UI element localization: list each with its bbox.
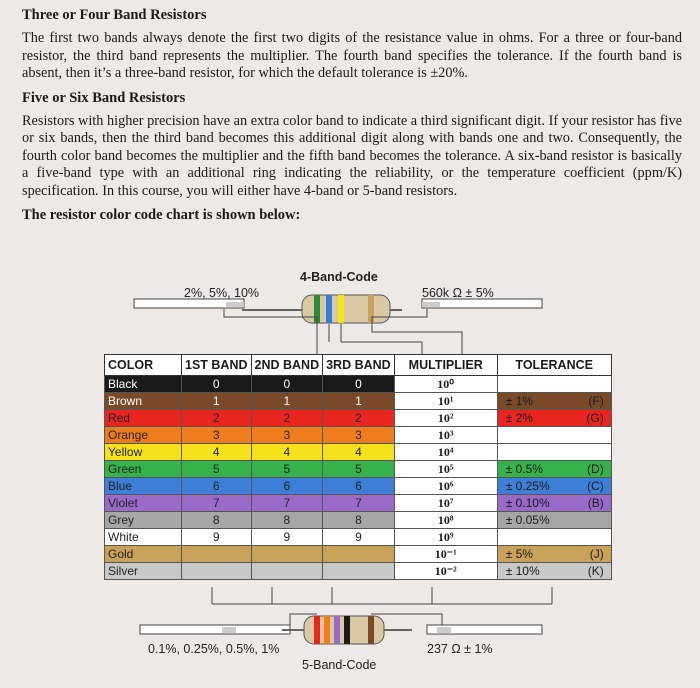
second-band-cell: 4 bbox=[251, 444, 323, 461]
color-name-cell: Orange bbox=[105, 427, 182, 444]
heading-chart-intro: The resistor color code chart is shown below: bbox=[22, 207, 301, 223]
third-band-cell: 6 bbox=[323, 478, 395, 495]
second-band-cell: 1 bbox=[251, 393, 323, 410]
tolerance-cell bbox=[497, 478, 611, 495]
tolerance-code: (F) bbox=[588, 394, 604, 408]
multiplier-cell: 10² bbox=[394, 410, 497, 427]
header-second-band: 2ND BAND bbox=[251, 355, 323, 376]
third-band-cell: 9 bbox=[323, 529, 395, 546]
color-name-cell: White bbox=[105, 529, 182, 546]
second-band-cell: 3 bbox=[251, 427, 323, 444]
tolerance-cell bbox=[497, 461, 611, 478]
tolerance-value: ± 1% bbox=[505, 394, 533, 408]
table-header-row bbox=[105, 355, 612, 376]
five-band-example-label: 237 Ω ± 1% bbox=[427, 642, 493, 656]
first-band-cell: 3 bbox=[182, 427, 252, 444]
second-band-cell: 6 bbox=[251, 478, 323, 495]
table-row bbox=[105, 427, 612, 444]
four-band-tolerance-label: 2%, 5%, 10% bbox=[184, 286, 260, 300]
color-name-cell: Yellow bbox=[105, 444, 182, 461]
first-band-cell: 8 bbox=[182, 512, 252, 529]
paragraph-five-six-band: Resistors with higher precision have an extra color band to indicate a third significant digit. If your resistor has five or six bands, then the third band becomes this additional digit along with bands one and two. Consequently, the fourth color band becomes the multiplier and the fifth band becomes the tolerance. A six-band resistor is basically a five-band type with an additional ring indicating the reliability, or the temperature coefficient (ppm/K) specification. In this course, you will either have 4-band or 5-band resistors. bbox=[22, 112, 682, 199]
first-band-cell: 6 bbox=[182, 478, 252, 495]
first-band-cell: 2 bbox=[182, 410, 252, 427]
color-name-cell: Gold bbox=[105, 546, 182, 563]
third-band-cell: 2 bbox=[323, 410, 395, 427]
table-row bbox=[105, 376, 612, 393]
second-band-cell: 2 bbox=[251, 410, 323, 427]
second-band-cell: 8 bbox=[251, 512, 323, 529]
color-name-cell: Red bbox=[105, 410, 182, 427]
second-band-cell: 5 bbox=[251, 461, 323, 478]
tolerance-value: ± 0.5% bbox=[505, 462, 543, 476]
table-row bbox=[105, 546, 612, 563]
third-band-cell: 0 bbox=[323, 376, 395, 393]
tolerance-cell bbox=[497, 495, 611, 512]
heading-three-four-band: Three or Four Band Resistors bbox=[22, 7, 207, 23]
multiplier-cell: 10⁰ bbox=[394, 376, 497, 393]
four-band-example-label: 560k Ω ± 5% bbox=[422, 286, 494, 300]
multiplier-cell: 10⁹ bbox=[394, 529, 497, 546]
header-color: COLOR bbox=[105, 355, 182, 376]
tolerance-value: ± 2% bbox=[505, 411, 533, 425]
tolerance-value: ± 0.10% bbox=[505, 496, 550, 510]
color-name-cell: Black bbox=[105, 376, 182, 393]
tolerance-value: ± 5% bbox=[505, 547, 533, 561]
tolerance-cell bbox=[497, 393, 611, 410]
third-band-cell: 7 bbox=[323, 495, 395, 512]
multiplier-cell: 10⁷ bbox=[394, 495, 497, 512]
color-name-cell: Blue bbox=[105, 478, 182, 495]
multiplier-cell: 10⁻¹ bbox=[394, 546, 497, 563]
header-first-band: 1ST BAND bbox=[182, 355, 252, 376]
tolerance-cell bbox=[497, 376, 611, 393]
color-name-cell: Green bbox=[105, 461, 182, 478]
tolerance-code: (K) bbox=[587, 564, 604, 578]
tolerance-value: ± 10% bbox=[505, 564, 540, 578]
table-row bbox=[105, 393, 612, 410]
header-multiplier: MULTIPLIER bbox=[394, 355, 497, 376]
color-name-cell: Grey bbox=[105, 512, 182, 529]
tolerance-code: (J) bbox=[589, 547, 604, 561]
tolerance-cell bbox=[497, 546, 611, 563]
first-band-cell: 1 bbox=[182, 393, 252, 410]
second-band-cell bbox=[251, 546, 323, 563]
tolerance-value: ± 0.25% bbox=[505, 479, 550, 493]
table-row bbox=[105, 495, 612, 512]
table-row bbox=[105, 512, 612, 529]
third-band-cell: 1 bbox=[323, 393, 395, 410]
second-band-cell: 9 bbox=[251, 529, 323, 546]
second-band-cell: 7 bbox=[251, 495, 323, 512]
second-band-cell: 0 bbox=[251, 376, 323, 393]
first-band-cell bbox=[182, 563, 252, 580]
table-row bbox=[105, 410, 612, 427]
third-band-cell bbox=[323, 546, 395, 563]
table-row bbox=[105, 461, 612, 478]
multiplier-cell: 10¹ bbox=[394, 393, 497, 410]
paragraph-three-four-band: The first two bands always denote the first two digits of the resistance value in ohms. For a three or four-band resistor, the third band represents the multiplier. The fourth band specifies the tolerance. If the fourth band is absent, then it’s a three-band resistor, for which the default tolerance is ±20%. bbox=[22, 30, 682, 81]
third-band-cell bbox=[323, 563, 395, 580]
multiplier-cell: 10⁶ bbox=[394, 478, 497, 495]
first-band-cell: 0 bbox=[182, 376, 252, 393]
heading-five-six-band: Five or Six Band Resistors bbox=[22, 89, 186, 106]
table-row bbox=[105, 563, 612, 580]
resistor-color-chart bbox=[92, 262, 612, 682]
tolerance-value: ± 0.05% bbox=[505, 513, 550, 527]
five-band-tolerance-label: 0.1%, 0.25%, 0.5%, 1% bbox=[148, 642, 280, 656]
first-band-cell: 5 bbox=[182, 461, 252, 478]
first-band-cell: 4 bbox=[182, 444, 252, 461]
tolerance-cell bbox=[497, 410, 611, 427]
table-row bbox=[105, 529, 612, 546]
multiplier-cell: 10⁴ bbox=[394, 444, 497, 461]
first-band-cell bbox=[182, 546, 252, 563]
multiplier-cell: 10⁻² bbox=[394, 563, 497, 580]
table-row bbox=[105, 478, 612, 495]
tolerance-cell bbox=[497, 444, 611, 461]
third-band-cell: 8 bbox=[323, 512, 395, 529]
tolerance-cell bbox=[497, 427, 611, 444]
multiplier-cell: 10³ bbox=[394, 427, 497, 444]
tolerance-code: (B) bbox=[587, 496, 604, 510]
multiplier-cell: 10⁸ bbox=[394, 512, 497, 529]
tolerance-code: (G) bbox=[586, 411, 604, 425]
document-body bbox=[22, 6, 682, 224]
multiplier-cell: 10⁵ bbox=[394, 461, 497, 478]
third-band-cell: 3 bbox=[323, 427, 395, 444]
third-band-cell: 5 bbox=[323, 461, 395, 478]
table-row bbox=[105, 444, 612, 461]
first-band-cell: 9 bbox=[182, 529, 252, 546]
header-tolerance: TOLERANCE bbox=[497, 355, 611, 376]
tolerance-code: (D) bbox=[587, 462, 604, 476]
color-code-table bbox=[104, 354, 612, 580]
color-name-cell: Silver bbox=[105, 563, 182, 580]
tolerance-code: (C) bbox=[587, 479, 604, 493]
color-name-cell: Brown bbox=[105, 393, 182, 410]
four-band-code-title: 4-Band-Code bbox=[300, 270, 378, 284]
tolerance-cell bbox=[497, 512, 611, 529]
tolerance-cell bbox=[497, 563, 611, 580]
second-band-cell bbox=[251, 563, 323, 580]
tolerance-cell bbox=[497, 529, 611, 546]
first-band-cell: 7 bbox=[182, 495, 252, 512]
header-third-band: 3RD BAND bbox=[323, 355, 395, 376]
third-band-cell: 4 bbox=[323, 444, 395, 461]
five-band-code-title: 5-Band-Code bbox=[302, 658, 377, 672]
color-name-cell: Violet bbox=[105, 495, 182, 512]
